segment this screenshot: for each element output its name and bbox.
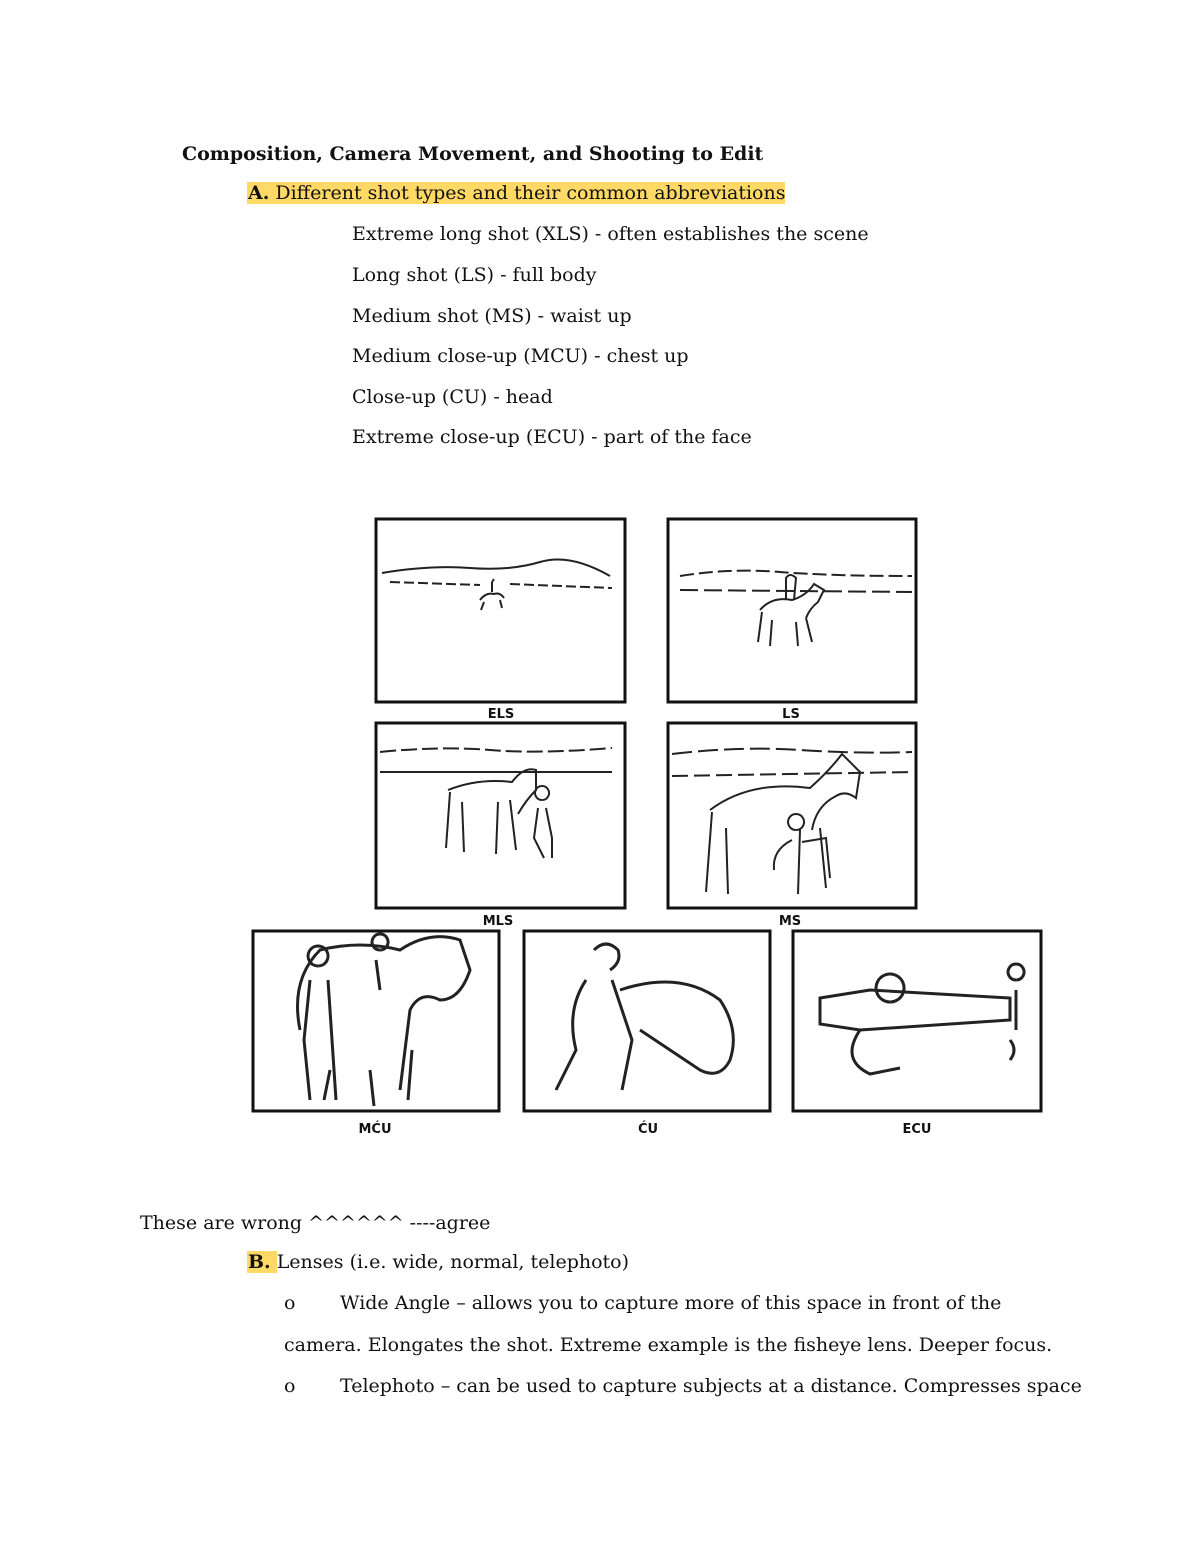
annotation-note: These are wrong ^^^^^^ ----agree — [140, 1212, 491, 1234]
cu-sketch — [556, 944, 733, 1090]
frame-mls — [376, 723, 625, 908]
shot-type-item: Medium shot (MS) - waist up — [352, 305, 632, 327]
label-mls: MLS — [482, 914, 514, 929]
label-ls: LS — [782, 707, 800, 722]
ls-sketch — [680, 571, 912, 646]
bullet-symbol: o — [284, 1375, 296, 1397]
section-a-title: Different shot types and their common abbreviations — [275, 182, 786, 204]
label-cu: ĆU — [637, 1122, 659, 1137]
label-ms: MS — [778, 914, 802, 929]
shot-type-item: Long shot (LS) - full body — [352, 264, 597, 286]
frame-cu — [524, 931, 770, 1111]
shot-type-item: Close-up (CU) - head — [352, 386, 553, 408]
shot-type-item: Medium close-up (MCU) - chest up — [352, 345, 689, 367]
shot-type-item: Extreme long shot (XLS) - often establishes the scene — [352, 223, 869, 245]
section-a-marker: A. — [248, 182, 270, 204]
shot-type-item: Extreme close-up (ECU) - part of the face — [352, 426, 752, 448]
ecu-sketch — [820, 964, 1024, 1074]
bullet-wide-angle: Wide Angle – allows you to capture more of this space in front of the — [340, 1292, 1002, 1314]
frame-ls — [668, 519, 916, 702]
section-b-heading — [247, 1251, 629, 1273]
section-a-heading — [247, 182, 785, 204]
label-mcu: MĆU — [358, 1122, 392, 1137]
section-b-marker: B. — [247, 1251, 277, 1273]
frame-mcu — [253, 931, 499, 1111]
bullet-telephoto: Telephoto – can be used to capture subjects at a distance. Compresses space — [340, 1375, 1082, 1397]
els-sketch — [382, 559, 612, 610]
section-b-title: Lenses (i.e. wide, normal, telephoto) — [276, 1251, 630, 1273]
mls-sketch — [380, 748, 612, 858]
label-els: ELS — [487, 707, 515, 722]
frame-els — [376, 519, 625, 702]
ms-sketch — [672, 749, 912, 894]
bullet-wide-angle-continuation: camera. Elongates the shot. Extreme example is the fisheye lens. Deeper focus. — [284, 1334, 1053, 1356]
bullet-symbol: o — [284, 1292, 296, 1314]
shot-types-illustration — [240, 510, 1060, 1150]
document-title: Composition, Camera Movement, and Shooting to Edit — [182, 143, 764, 165]
label-ecu: ECU — [902, 1122, 932, 1137]
mcu-sketch — [298, 934, 471, 1106]
